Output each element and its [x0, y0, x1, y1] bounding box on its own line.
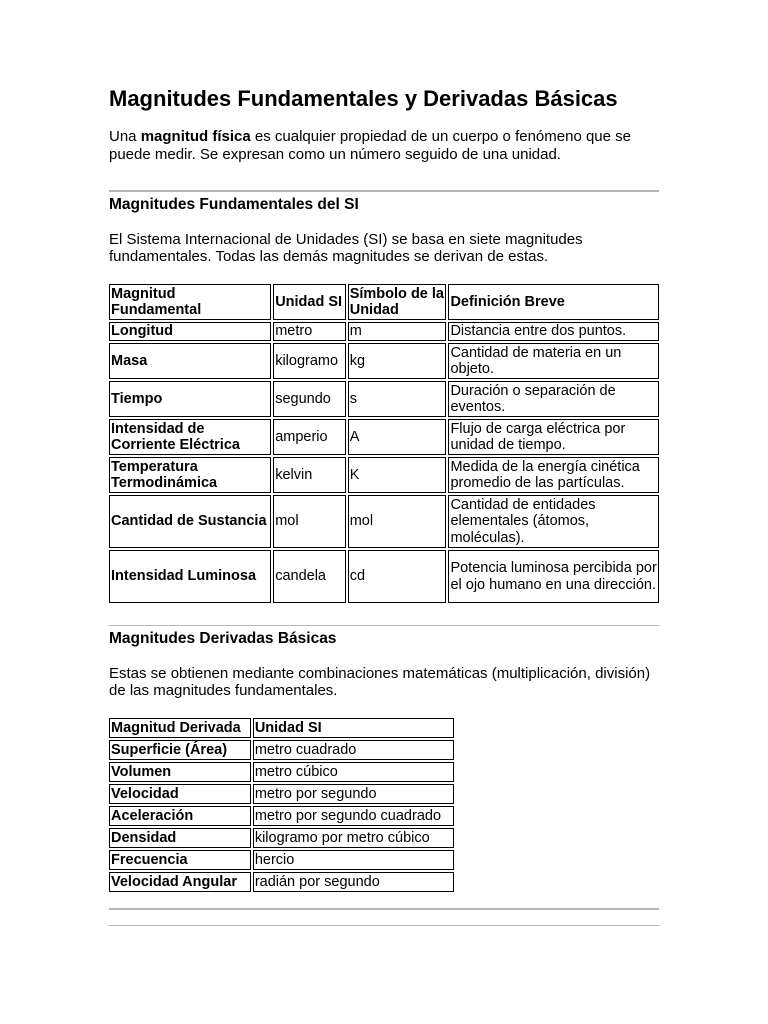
section1-heading: Magnitudes Fundamentales del SI — [109, 196, 359, 213]
table-cell: kilogramo por metro cúbico — [253, 828, 454, 848]
table-cell: A — [348, 419, 447, 455]
table-cell: m — [348, 322, 447, 341]
table-cell: metro — [273, 322, 346, 341]
table-cell: s — [348, 381, 447, 417]
table-cell: Distancia entre dos puntos. — [448, 322, 659, 341]
table-row-label: Frecuencia — [109, 850, 251, 870]
divider — [109, 908, 659, 910]
page-title: Magnitudes Fundamentales y Derivadas Básicas — [109, 86, 618, 111]
table-row-label: Intensidad de Corriente Eléctrica — [109, 419, 271, 455]
intro-text-before: Una — [109, 128, 141, 145]
table-cell: Medida de la energía cinética promedio de las partículas. — [448, 457, 659, 493]
section2-heading: Magnitudes Derivadas Básicas — [109, 630, 337, 647]
intro-paragraph — [109, 128, 669, 164]
table-cell: amperio — [273, 419, 346, 455]
section2-paragraph: Estas se obtienen mediante combinaciones matemáticas (multiplicación, división) de las magnitudes fundamentales. — [109, 665, 651, 699]
table-row — [109, 550, 659, 603]
table-header-row — [109, 718, 454, 738]
table-row — [109, 495, 659, 548]
table-cell: Flujo de carga eléctrica por unidad de tiempo. — [448, 419, 659, 455]
table-row-label: Longitud — [109, 322, 271, 341]
table-header-row — [109, 284, 659, 320]
table-cell: candela — [273, 550, 346, 603]
table-row-label: Aceleración — [109, 806, 251, 826]
table-cell: kg — [348, 343, 447, 379]
table-row-label: Velocidad Angular — [109, 872, 251, 892]
table-cell: Cantidad de entidades elementales (átomos, moléculas). — [448, 495, 659, 548]
table-cell: Duración o separación de eventos. — [448, 381, 659, 417]
table-row — [109, 762, 454, 782]
table-header-cell: Símbolo de la Unidad — [348, 284, 447, 320]
table-row — [109, 806, 454, 826]
table-cell: kelvin — [273, 457, 346, 493]
table-row — [109, 828, 454, 848]
table-cell: hercio — [253, 850, 454, 870]
table-header-cell: Unidad SI — [273, 284, 346, 320]
section1-paragraph: El Sistema Internacional de Unidades (SI) se basa en siete magnitudes fundamentales. Todas las demás magnitudes se derivan de estas. — [109, 231, 583, 265]
table-row — [109, 872, 454, 892]
table-row-label: Superficie (Área) — [109, 740, 251, 760]
table-row-label: Temperatura Termodinámica — [109, 457, 271, 493]
table-row — [109, 343, 659, 379]
table-cell: K — [348, 457, 447, 493]
intro-bold-term: magnitud física — [140, 128, 251, 145]
table-cell: mol — [273, 495, 346, 548]
table-row — [109, 740, 454, 760]
table-cell: metro por segundo — [253, 784, 454, 804]
table-cell: metro cúbico — [253, 762, 454, 782]
table-header-cell: Definición Breve — [448, 284, 659, 320]
table-header-cell: Magnitud Fundamental — [109, 284, 271, 320]
divider — [109, 925, 659, 926]
table-row-label: Velocidad — [109, 784, 251, 804]
table-header-cell: Magnitud Derivada — [109, 718, 251, 738]
table-row — [109, 322, 659, 341]
table-cell: mol — [348, 495, 447, 548]
table-cell: Potencia luminosa percibida por el ojo humano en una dirección. — [448, 550, 659, 603]
divider — [109, 190, 659, 192]
table-cell: metro por segundo cuadrado — [253, 806, 454, 826]
table-cell: cd — [348, 550, 447, 603]
table-row — [109, 381, 659, 417]
table-cell: Cantidad de materia en un objeto. — [448, 343, 659, 379]
table-row-label: Volumen — [109, 762, 251, 782]
table-cell: kilogramo — [273, 343, 346, 379]
table-header-cell: Unidad SI — [253, 718, 454, 738]
table-row — [109, 457, 659, 493]
table-cell: metro cuadrado — [253, 740, 454, 760]
table-row-label: Densidad — [109, 828, 251, 848]
divider — [109, 625, 659, 626]
table-cell: radián por segundo — [253, 872, 454, 892]
table-row — [109, 419, 659, 455]
table-row-label: Intensidad Luminosa — [109, 550, 271, 603]
table-cell: segundo — [273, 381, 346, 417]
intro-text-after: es cualquier propiedad de un cuerpo o fenómeno que se puede medir. Se expresan como un número seguido de una unidad. — [109, 128, 631, 163]
table-row — [109, 850, 454, 870]
fundamental-magnitudes-table — [107, 282, 661, 605]
table-row-label: Tiempo — [109, 381, 271, 417]
table-row — [109, 784, 454, 804]
table-row-label: Cantidad de Sustancia — [109, 495, 271, 548]
table-row-label: Masa — [109, 343, 271, 379]
derived-magnitudes-table — [107, 716, 456, 894]
